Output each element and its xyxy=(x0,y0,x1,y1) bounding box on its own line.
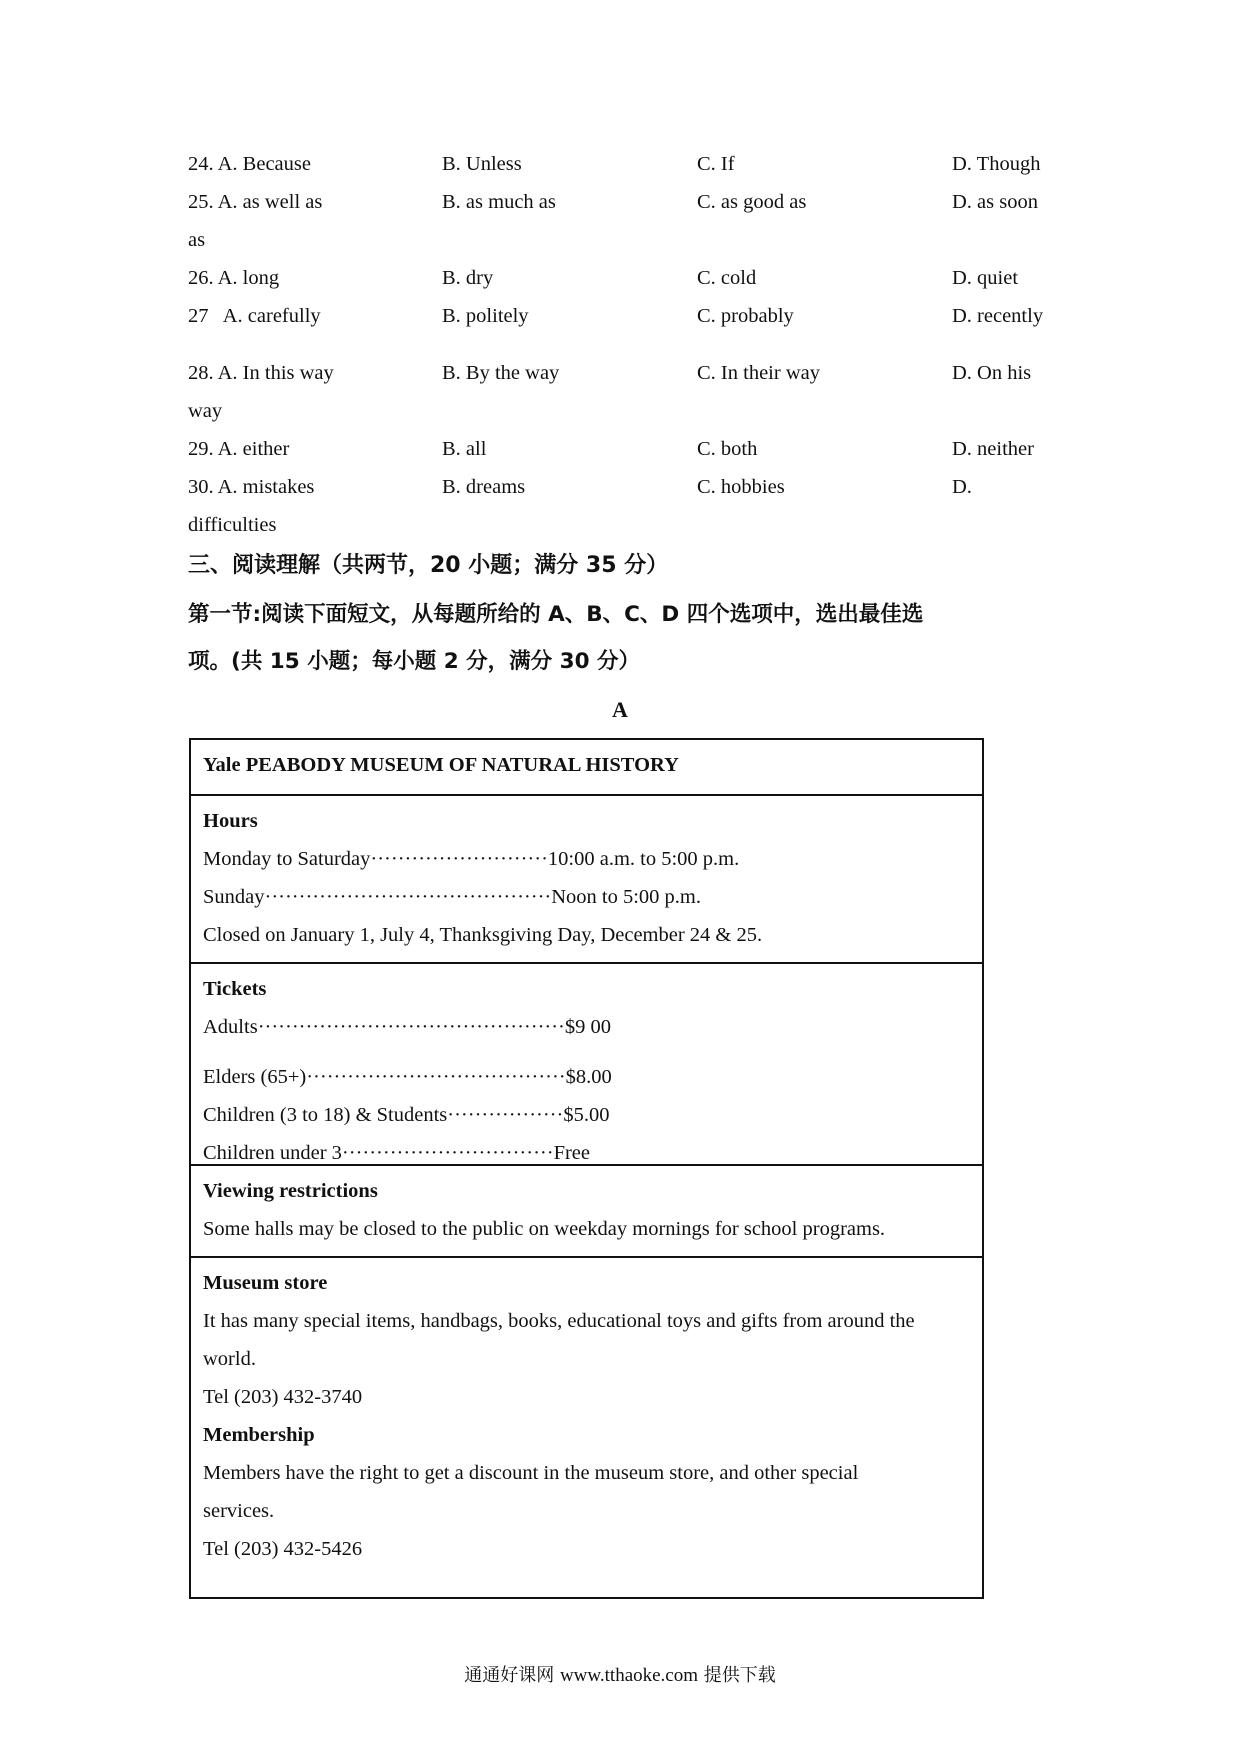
ticket-children-students xyxy=(203,1096,982,1134)
weekday-time: 10:00 a.m. to 5:00 p.m. xyxy=(547,848,740,870)
membership-text-line-1: Members have the right to get a discount in the museum store, and other special xyxy=(203,1462,859,1484)
sunday-time: Noon to 5:00 p.m. xyxy=(551,886,702,908)
question-28-wrap: way xyxy=(188,400,223,422)
museum-info-table xyxy=(189,738,984,1599)
ticket-label: Adults xyxy=(203,1016,258,1038)
option-c: C. probably xyxy=(697,305,794,327)
membership-tel: Tel (203) 432-5426 xyxy=(203,1538,363,1560)
option-b: B. as much as xyxy=(442,191,556,213)
option-c: C. both xyxy=(697,438,758,460)
leader-dots: ·························· xyxy=(370,848,548,870)
option-b: B. all xyxy=(442,438,487,460)
option-a: 27 A. carefully xyxy=(188,305,321,327)
option-a: 24. A. Because xyxy=(188,153,311,175)
question-25-wrap: as xyxy=(188,229,206,251)
hours-weekday xyxy=(203,840,982,878)
store-text-line-1: It has many special items, handbags, books, educational toys and gifts from around the xyxy=(203,1310,915,1332)
leader-dots: ·········································· xyxy=(264,886,552,908)
leader-dots: ······························· xyxy=(341,1142,554,1164)
option-c: C. hobbies xyxy=(697,476,785,498)
option-b: B. dreams xyxy=(442,476,526,498)
option-d: D. neither xyxy=(952,438,1034,460)
option-b: B. politely xyxy=(442,305,529,327)
hours-closed: Closed on January 1, July 4, Thanksgiving Day, December 24 & 25. xyxy=(203,924,763,946)
question-30-wrap: difficulties xyxy=(188,514,277,536)
ticket-adults xyxy=(203,1008,982,1046)
option-d: D. xyxy=(952,476,972,498)
ticket-price: $5.00 xyxy=(563,1104,610,1126)
leader-dots: ················· xyxy=(447,1104,564,1126)
option-b: B. Unless xyxy=(442,153,522,175)
option-a: 26. A. long xyxy=(188,267,280,289)
option-d: D. On his xyxy=(952,362,1032,384)
option-a: 25. A. as well as xyxy=(188,191,323,213)
ticket-price: Free xyxy=(553,1142,590,1164)
restrictions-heading: Viewing restrictions xyxy=(203,1180,378,1202)
option-d: D. Though xyxy=(952,153,1041,175)
option-d: D. recently xyxy=(952,305,1044,327)
option-d: D. as soon xyxy=(952,191,1038,213)
option-a: 29. A. either xyxy=(188,438,290,460)
option-c: C. In their way xyxy=(697,362,820,384)
option-a: 28. A. In this way xyxy=(188,362,334,384)
membership-text-line-2: services. xyxy=(203,1500,275,1522)
ticket-price: $8.00 xyxy=(565,1066,612,1088)
ticket-label: Elders (65+) xyxy=(203,1066,307,1088)
restrictions-section xyxy=(191,1164,982,1257)
part-heading-line-1: 第一节:阅读下面短文，从每题所给的 A、B、C、D 四个选项中，选出最佳选 xyxy=(188,602,924,627)
museum-title: Yale PEABODY MUSEUM OF NATURAL HISTORY xyxy=(203,754,679,776)
ticket-elders xyxy=(203,1058,982,1096)
hours-section xyxy=(191,794,982,963)
tickets-section xyxy=(191,962,982,1165)
option-d: D. quiet xyxy=(952,267,1019,289)
tickets-heading: Tickets xyxy=(203,978,267,1000)
ticket-label: Children under 3 xyxy=(203,1142,342,1164)
ticket-price: $9 00 xyxy=(564,1016,612,1038)
leader-dots: ······································ xyxy=(306,1066,566,1088)
leader-dots: ············································· xyxy=(257,1016,565,1038)
section-heading: 三、阅读理解（共两节，20 小题；满分 35 分） xyxy=(188,553,669,578)
weekday-label: Monday to Saturday xyxy=(203,848,371,870)
passage-letter: A xyxy=(612,697,628,722)
footer-url[interactable]: www.tthaoke.com xyxy=(559,1665,699,1686)
store-text-line-2: world. xyxy=(203,1348,256,1370)
part-heading-line-2: 项。(共 15 小题；每小题 2 分，满分 30 分） xyxy=(188,649,641,674)
option-a: 30. A. mistakes xyxy=(188,476,315,498)
option-c: C. as good as xyxy=(697,191,807,213)
restrictions-text: Some halls may be closed to the public on weekday mornings for school programs. xyxy=(203,1218,886,1240)
store-membership-section xyxy=(191,1256,982,1598)
sunday-label: Sunday xyxy=(203,886,265,908)
store-heading: Museum store xyxy=(203,1272,328,1294)
page-footer xyxy=(0,1662,1240,1690)
ticket-label: Children (3 to 18) & Students xyxy=(203,1104,448,1126)
option-b: B. By the way xyxy=(442,362,560,384)
hours-sunday xyxy=(203,878,982,916)
option-c: C. If xyxy=(697,153,735,175)
footer-site-name: 通通好课网 xyxy=(464,1665,555,1686)
option-c: C. cold xyxy=(697,267,757,289)
store-tel: Tel (203) 432-3740 xyxy=(203,1386,363,1408)
membership-heading: Membership xyxy=(203,1424,315,1446)
hours-heading: Hours xyxy=(203,810,258,832)
option-b: B. dry xyxy=(442,267,494,289)
footer-download-text: 提供下载 xyxy=(703,1665,776,1686)
museum-title-section xyxy=(191,740,982,795)
